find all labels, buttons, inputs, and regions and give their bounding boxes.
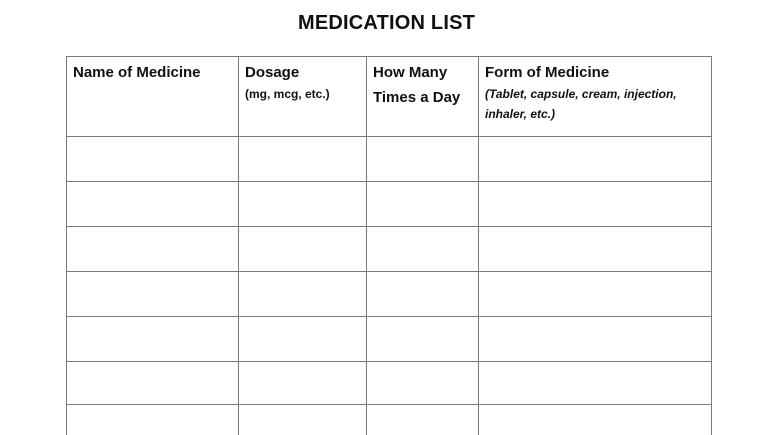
table-cell[interactable] (367, 137, 479, 182)
header-label: Name of Medicine (73, 64, 201, 81)
header-dosage (239, 57, 367, 137)
header-label: Form of Medicine (485, 64, 610, 81)
table-cell[interactable] (67, 137, 239, 182)
table-cell[interactable] (367, 405, 479, 435)
header-label: Dosage (245, 64, 300, 81)
table-cell[interactable] (367, 362, 479, 405)
table-cell[interactable] (479, 137, 712, 182)
page-title: MEDICATION LIST (297, 12, 476, 34)
table-cell[interactable] (239, 317, 367, 362)
table-cell[interactable] (479, 272, 712, 317)
table-row (67, 227, 712, 272)
table-row (67, 362, 712, 405)
table-row (67, 137, 712, 182)
table-row (67, 405, 712, 435)
table-cell[interactable] (367, 227, 479, 272)
table-cell[interactable] (67, 227, 239, 272)
table-cell[interactable] (239, 137, 367, 182)
table-cell[interactable] (367, 272, 479, 317)
table-cell[interactable] (479, 362, 712, 405)
table-cell[interactable] (67, 405, 239, 435)
table-cell[interactable] (479, 405, 712, 435)
table-cell[interactable] (67, 272, 239, 317)
table-cell[interactable] (479, 182, 712, 227)
table-cell[interactable] (67, 182, 239, 227)
table-cell[interactable] (67, 362, 239, 405)
table-cell[interactable] (239, 182, 367, 227)
table-row (67, 272, 712, 317)
table-cell[interactable] (367, 317, 479, 362)
header-form-of-medicine (479, 57, 712, 137)
header-note: (Tablet, capsule, cream, injection, inhaler, etc.) (485, 87, 677, 121)
header-note: (mg, mcg, etc.) (245, 87, 330, 101)
header-row (67, 57, 712, 137)
table-cell[interactable] (239, 227, 367, 272)
table-row (67, 182, 712, 227)
table-cell[interactable] (239, 272, 367, 317)
table-cell[interactable] (239, 405, 367, 435)
table-cell[interactable] (367, 182, 479, 227)
table-cell[interactable] (239, 362, 367, 405)
header-times-a-day (367, 57, 479, 137)
table-cell[interactable] (479, 227, 712, 272)
medication-table (66, 56, 711, 435)
table-cell[interactable] (479, 317, 712, 362)
table-cell[interactable] (67, 317, 239, 362)
table-row (67, 317, 712, 362)
header-name-of-medicine (67, 57, 239, 137)
header-label: How Many Times a Day (373, 64, 461, 106)
